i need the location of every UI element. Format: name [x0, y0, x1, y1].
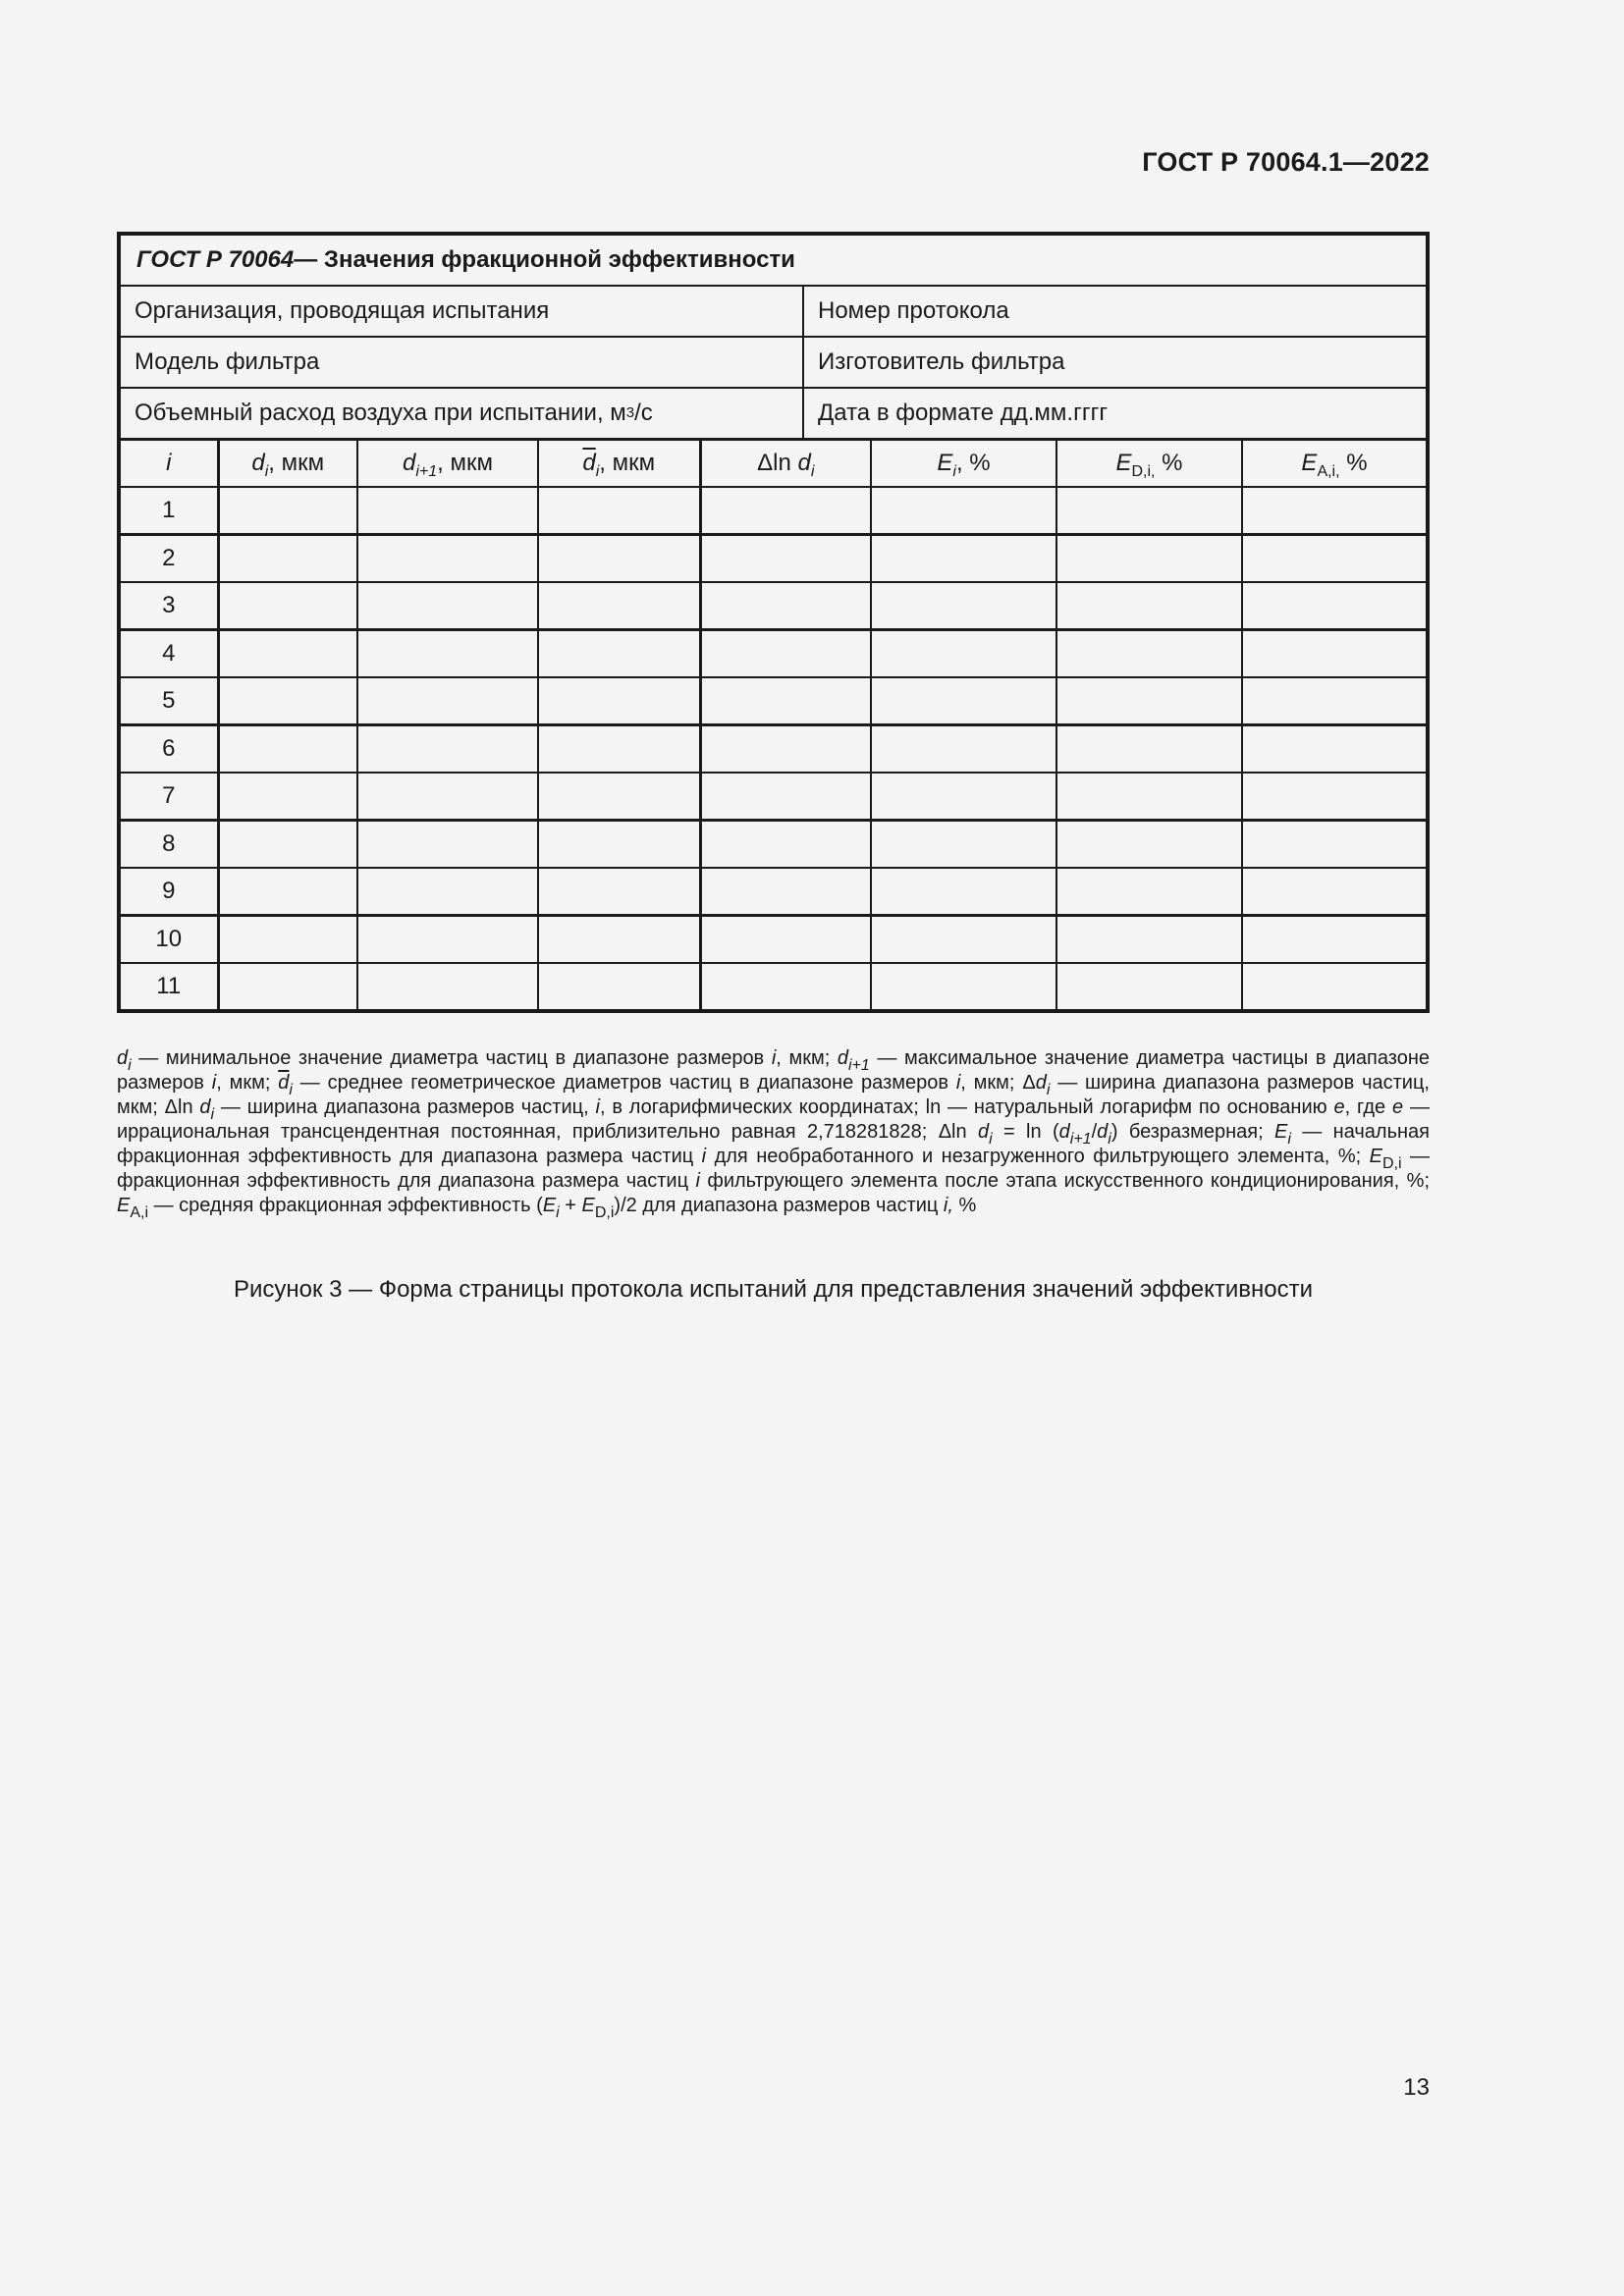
airflow-rate-unit-tail: /с — [634, 400, 653, 426]
row-index-cell: 6 — [121, 725, 218, 774]
table-cell[interactable] — [871, 773, 1056, 821]
column-header-i: i — [121, 441, 218, 487]
table-cell[interactable] — [700, 677, 871, 725]
column-header-delta-ln-d-i: Δln $d_i$ — [700, 441, 871, 487]
meta-row — [121, 287, 1426, 338]
table-row — [121, 487, 1426, 535]
table-cell[interactable] — [218, 487, 357, 535]
table-cell[interactable] — [218, 535, 357, 583]
row-index-cell: 1 — [121, 487, 218, 535]
table-cell[interactable] — [218, 630, 357, 678]
row-index-cell: 8 — [121, 821, 218, 869]
table-cell[interactable] — [1056, 963, 1242, 1009]
table-cell[interactable] — [218, 773, 357, 821]
table-cell[interactable] — [538, 535, 700, 583]
table-cell[interactable] — [218, 582, 357, 630]
table-cell[interactable] — [538, 963, 700, 1009]
table-cell[interactable] — [1242, 773, 1426, 821]
table-cell[interactable] — [1242, 916, 1426, 964]
table-cell[interactable] — [871, 868, 1056, 916]
test-report-form — [117, 232, 1430, 1013]
table-cell[interactable] — [1056, 677, 1242, 725]
table-cell[interactable] — [1056, 916, 1242, 964]
table-cell[interactable] — [1056, 535, 1242, 583]
table-cell[interactable] — [871, 821, 1056, 869]
meta-row — [121, 389, 1426, 441]
table-cell[interactable] — [1242, 821, 1426, 869]
airflow-rate-label: Объемный расход воздуха при испытании, м — [135, 400, 626, 426]
table-cell[interactable] — [700, 868, 871, 916]
row-index-cell: 10 — [121, 916, 218, 964]
filter-model-field[interactable]: Модель фильтра — [121, 338, 804, 387]
table-body — [121, 487, 1426, 1009]
row-index-cell: 2 — [121, 535, 218, 583]
table-cell[interactable] — [357, 582, 538, 630]
table-row — [121, 582, 1426, 630]
table-cell[interactable] — [1242, 630, 1426, 678]
table-cell[interactable] — [1242, 868, 1426, 916]
row-index-cell: 4 — [121, 630, 218, 678]
table-cell[interactable] — [538, 868, 700, 916]
document-code: ГОСТ Р 70064.1—2022 — [1142, 147, 1430, 177]
table-row — [121, 821, 1426, 869]
table-cell[interactable] — [700, 725, 871, 774]
table-cell[interactable] — [218, 963, 357, 1009]
table-cell[interactable] — [1056, 773, 1242, 821]
table-cell[interactable] — [1056, 582, 1242, 630]
table-cell[interactable] — [357, 963, 538, 1009]
table-cell[interactable] — [700, 630, 871, 678]
row-index-cell: 7 — [121, 773, 218, 821]
table-cell[interactable] — [538, 725, 700, 774]
column-header-d-i-plus-1: $d_{i+1}$, мкм — [357, 441, 538, 487]
table-cell[interactable] — [871, 916, 1056, 964]
table-cell[interactable] — [1242, 963, 1426, 1009]
table-cell[interactable] — [1242, 677, 1426, 725]
airflow-rate-field[interactable]: Объемный расход воздуха при испытании, м 3 /с — [121, 389, 804, 438]
column-header-e-i: $E_i$, % — [871, 441, 1056, 487]
column-header-e-a-i: $E_{A,i,}$ % — [1242, 441, 1426, 487]
column-header-d-i-mean: $\overline{d}_i$, мкм — [538, 441, 700, 487]
filter-manufacturer-field[interactable]: Изготовитель фильтра — [818, 348, 1065, 375]
table-cell[interactable] — [218, 916, 357, 964]
table-cell[interactable] — [218, 868, 357, 916]
table-cell[interactable] — [538, 821, 700, 869]
table-row — [121, 725, 1426, 774]
table-cell[interactable] — [871, 963, 1056, 1009]
table-cell[interactable] — [871, 725, 1056, 774]
table-cell[interactable] — [1242, 487, 1426, 535]
table-cell[interactable] — [357, 821, 538, 869]
protocol-number-field[interactable]: Номер протокола — [818, 297, 1009, 324]
table-cell[interactable] — [538, 487, 700, 535]
table-cell[interactable] — [1242, 725, 1426, 774]
table-row — [121, 630, 1426, 678]
table-cell[interactable] — [218, 677, 357, 725]
table-cell[interactable] — [1242, 535, 1426, 583]
table-cell[interactable] — [1056, 821, 1242, 869]
table-cell[interactable] — [357, 916, 538, 964]
table-cell[interactable] — [700, 821, 871, 869]
table-cell[interactable] — [357, 773, 538, 821]
footnote: $d_i$ — минимальное значение диаметра частиц в диапазоне размеров i, мкм; $d_{i+1}$ — максимальное значение диаметра частицы в диапазоне размеров i, мкм; $\overline{d}_i$ — среднее геометрическое диаметров частиц в диапазоне размеров i, мкм; $\Delta d_i$ — ширина диапазона размеров частиц, мкм; Δln $d_i$ — ширина диапазона размеров частиц, i, в логарифмических координатах; ln — натуральный логарифм по основанию e, где e — иррациональная трансцендентная постоянная, приблизительно равная 2,718281828; Δln $d_i = \ln (d_{i+1}/d_i)$ безразмерная; $E_i$ — начальная фракционная эффективность для диапазона размера частиц i для необработанного и незагруженного фильтрующего элемента, %; $E_{D,i}$ — фракционная эффективность для диапазона размера частиц i фильтрующего элемента после этапа искусственного кондиционирования, %; $E_{A,i}$ — средняя фракционная эффективность $(E_i + E_{D,i})/2$ для диапазона размеров частиц i, % — [117, 1047, 1431, 1221]
table-cell[interactable] — [1056, 487, 1242, 535]
table-cell[interactable] — [1242, 582, 1426, 630]
table-cell[interactable] — [871, 487, 1056, 535]
table-cell[interactable] — [871, 677, 1056, 725]
table-header-row — [121, 441, 1426, 487]
column-header-e-d-i: $E_{D,i,}$ % — [1056, 441, 1242, 487]
table-cell[interactable] — [700, 963, 871, 1009]
table-cell[interactable] — [357, 487, 538, 535]
table-cell[interactable] — [1056, 630, 1242, 678]
figure-caption: Рисунок 3 — Форма страницы протокола испытаний для представления значений эффективности — [233, 1276, 1314, 1303]
table-cell[interactable] — [357, 630, 538, 678]
column-header-d-i: $d_i$, мкм — [218, 441, 357, 487]
table-cell[interactable] — [700, 916, 871, 964]
table-cell[interactable] — [871, 582, 1056, 630]
table-cell[interactable] — [538, 677, 700, 725]
table-cell[interactable] — [700, 487, 871, 535]
table-row — [121, 963, 1426, 1009]
table-cell[interactable] — [357, 725, 538, 774]
table-cell[interactable] — [1056, 868, 1242, 916]
form-title-text: — Значения фракционной эффективности — [294, 246, 795, 273]
table-cell[interactable] — [357, 868, 538, 916]
table-row — [121, 773, 1426, 821]
efficiency-table — [121, 441, 1426, 1009]
table-cell[interactable] — [700, 773, 871, 821]
organization-field[interactable]: Организация, проводящая испытания — [121, 287, 804, 336]
row-index-cell: 9 — [121, 868, 218, 916]
row-index-cell: 5 — [121, 677, 218, 725]
row-index-cell: 3 — [121, 582, 218, 630]
table-cell[interactable] — [218, 725, 357, 774]
row-index-cell: 11 — [121, 963, 218, 1009]
form-title-standard: ГОСТ Р 70064 — [136, 246, 295, 273]
table-cell[interactable] — [538, 630, 700, 678]
table-cell[interactable] — [538, 773, 700, 821]
table-row — [121, 916, 1426, 964]
table-cell[interactable] — [871, 535, 1056, 583]
table-row — [121, 677, 1426, 725]
test-date-field[interactable]: Дата в формате дд.мм.гггг — [818, 400, 1109, 426]
table-cell[interactable] — [700, 582, 871, 630]
page-number: 13 — [1403, 2074, 1430, 2101]
table-cell[interactable] — [357, 535, 538, 583]
table-row — [121, 535, 1426, 583]
table-cell[interactable] — [357, 677, 538, 725]
table-row — [121, 868, 1426, 916]
meta-row — [121, 338, 1426, 389]
table-cell[interactable] — [871, 630, 1056, 678]
table-cell[interactable] — [538, 916, 700, 964]
table-cell[interactable] — [218, 821, 357, 869]
table-cell[interactable] — [538, 582, 700, 630]
table-cell[interactable] — [1056, 725, 1242, 774]
table-cell[interactable] — [700, 535, 871, 583]
form-title — [121, 236, 1426, 287]
